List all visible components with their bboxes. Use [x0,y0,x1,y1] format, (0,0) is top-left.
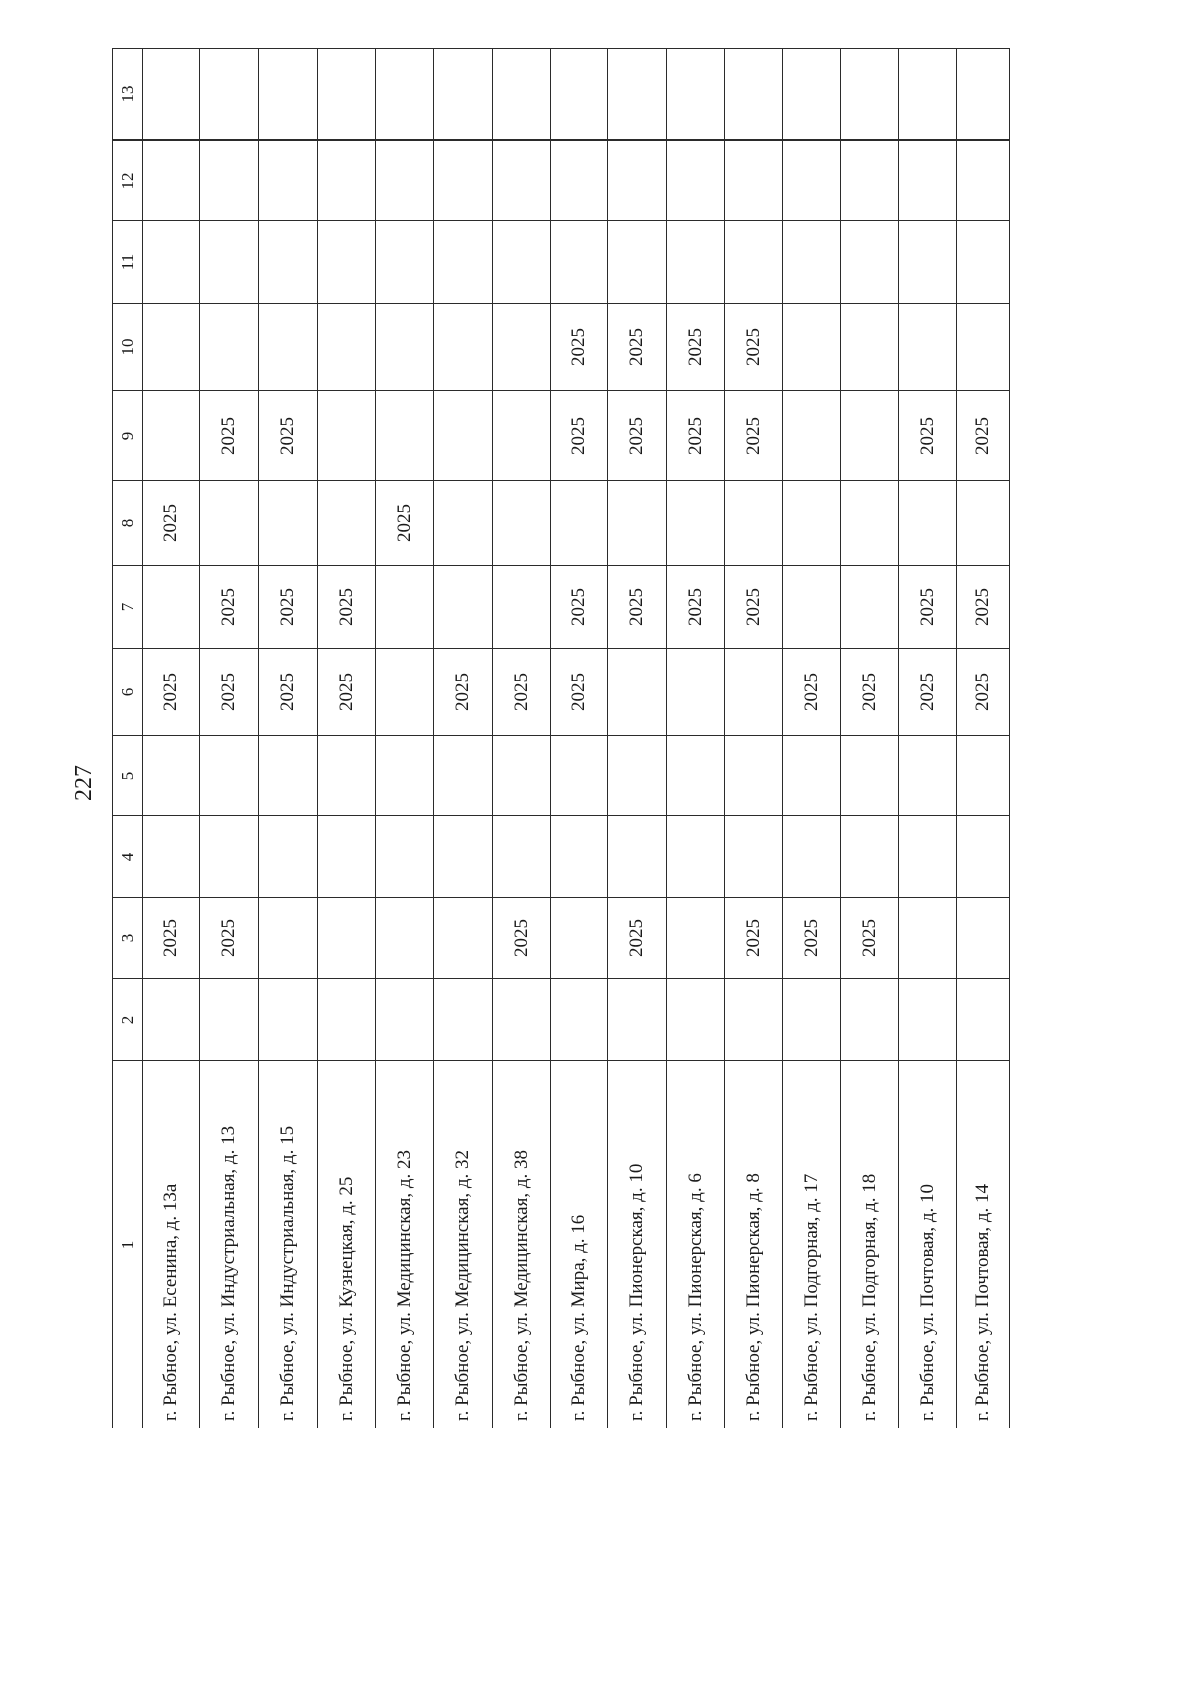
table-cell [666,648,724,735]
year-value: 2025 [277,416,298,455]
address-text: г. Рыбное, ул. Мира, д. 16 [568,1214,589,1421]
table-cell [317,303,375,390]
table-cell [317,48,375,140]
year-value: 2025 [277,673,298,711]
table-cell [782,48,840,140]
table-cell [956,220,1010,303]
table-cell [956,48,1010,140]
table-cell [956,565,1010,648]
table-cell [782,303,840,390]
table-cell [956,735,1010,815]
table-cell [840,815,898,897]
table-cell [199,48,258,140]
table-cell [199,390,258,480]
address-cell [142,1060,199,1428]
table-cell [258,648,317,735]
address-cell [550,1060,607,1428]
table-cell [492,978,550,1060]
table-cell [258,140,317,220]
column-header-label: 9 [117,431,137,440]
year-value: 2025 [916,416,938,455]
address-text: г. Рыбное, ул. Почтовая, д. 14 [972,1183,993,1421]
table-cell [433,48,492,140]
table-cell [666,565,724,648]
address-cell [782,1060,840,1428]
table-cell [898,220,956,303]
table-cell [199,140,258,220]
year-value: 2025 [742,919,764,957]
column-header [112,390,142,480]
column-header-label: 13 [117,85,137,103]
table-cell [724,897,782,978]
year-value: 2025 [684,588,706,626]
table-cell [142,390,199,480]
table-cell [666,48,724,140]
table-cell [724,390,782,480]
column-header [112,897,142,978]
table-cell [840,48,898,140]
table-cell [492,303,550,390]
table-cell [375,978,433,1060]
table-cell [258,48,317,140]
table-cell [956,897,1010,978]
table-cell [142,303,199,390]
address-text: г. Рыбное, ул. Медицинская, д. 38 [510,1149,532,1421]
table-cell [199,480,258,565]
table-cell [375,565,433,648]
table-cell [492,565,550,648]
address-cell [258,1060,317,1428]
table-cell [782,978,840,1060]
column-header-label: 4 [117,852,137,861]
address-cell [317,1060,375,1428]
address-cell [433,1060,492,1428]
column-header [112,815,142,897]
table-cell [840,390,898,480]
column-header-label: 1 [117,1240,137,1249]
table-cell [375,897,433,978]
table-cell [550,897,607,978]
column-header [112,140,142,220]
year-value: 2025 [742,416,764,455]
table-cell [258,390,317,480]
table-cell [199,978,258,1060]
column-header [112,480,142,565]
table-cell [375,220,433,303]
table-cell [199,303,258,390]
year-value: 2025 [335,673,357,711]
year-value: 2025 [452,673,473,711]
year-value: 2025 [510,919,532,957]
table-cell [375,303,433,390]
table-cell [492,390,550,480]
table-cell [142,220,199,303]
table-cell [492,480,550,565]
table-cell [782,648,840,735]
column-header [112,220,142,303]
address-cell [375,1060,433,1428]
table-cell [550,390,607,480]
table-cell [142,735,199,815]
table-cell [724,480,782,565]
year-value: 2025 [916,673,938,711]
table-cell [840,220,898,303]
year-value: 2025 [568,673,589,711]
table-cell [782,815,840,897]
address-cell [607,1060,666,1428]
year-value: 2025 [800,919,822,957]
table-cell [199,220,258,303]
table-cell [898,897,956,978]
table-cell [607,735,666,815]
table-cell [898,303,956,390]
address-text: г. Рыбное, ул. Индустриальная, д. 13 [218,1125,239,1421]
table-cell [782,565,840,648]
table-cell [375,390,433,480]
table-cell [492,815,550,897]
address-text: г. Рыбное, ул. Кузнецкая, д. 25 [335,1176,357,1421]
table-cell [724,648,782,735]
column-header-label: 5 [117,771,137,780]
table-cell [898,480,956,565]
column-header [112,303,142,390]
address-cell [898,1060,956,1428]
column-header [112,48,142,140]
column-header-label: 10 [117,338,137,356]
table-cell [142,48,199,140]
table-cell [550,220,607,303]
column-header-label: 6 [117,687,137,697]
table-cell [142,648,199,735]
table-cell [724,220,782,303]
year-value: 2025 [972,588,993,626]
table-cell [840,303,898,390]
year-value: 2025 [626,588,647,626]
table-cell [550,648,607,735]
column-header-label: 2 [117,1015,137,1024]
address-text: г. Рыбное, ул. Есенина, д. 13а [160,1183,181,1421]
table-cell [258,220,317,303]
table-cell [492,897,550,978]
table-cell [317,815,375,897]
table-cell [956,480,1010,565]
table-cell [433,390,492,480]
table-cell [607,815,666,897]
table-cell [607,140,666,220]
table-cell [956,303,1010,390]
address-text: г. Рыбное, ул. Почтовая, д. 10 [916,1183,938,1421]
column-header-label: 7 [117,602,137,612]
column-header-label: 11 [117,253,137,271]
table-cell [666,480,724,565]
table-cell [666,140,724,220]
year-value: 2025 [218,416,239,455]
table-cell [782,480,840,565]
year-value: 2025 [800,673,822,711]
column-header [112,735,142,815]
table-cell [317,220,375,303]
table-cell [898,140,956,220]
table-cell [433,220,492,303]
table-cell [898,815,956,897]
table-cell [433,648,492,735]
table-cell [782,390,840,480]
table-cell [840,140,898,220]
address-text: г. Рыбное, ул. Пионерская, д. 6 [684,1172,706,1421]
table-cell [258,897,317,978]
address-cell [199,1060,258,1428]
address-cell [956,1060,1010,1428]
column-header-label: 3 [117,933,137,943]
table-cell [258,565,317,648]
year-value: 2025 [972,673,993,711]
table-cell [782,897,840,978]
table-cell [375,140,433,220]
table-cell [492,48,550,140]
table-cell [840,480,898,565]
table-cell [898,978,956,1060]
table-cell [607,897,666,978]
table-cell [840,978,898,1060]
table-cell [317,648,375,735]
table-cell [258,480,317,565]
table-cell [840,897,898,978]
address-cell [724,1060,782,1428]
table-cell [142,897,199,978]
table-cell [724,48,782,140]
table-cell [317,735,375,815]
year-value: 2025 [277,588,298,626]
column-header [112,648,142,735]
table-cell [840,648,898,735]
table-cell [492,220,550,303]
year-value: 2025 [510,673,532,711]
year-value: 2025 [626,416,647,455]
table-cell [492,648,550,735]
table-cell [898,565,956,648]
table-cell [666,220,724,303]
table-cell [492,735,550,815]
year-value: 2025 [626,919,647,957]
table-cell [898,648,956,735]
table-cell [782,220,840,303]
address-text: г. Рыбное, ул. Индустриальная, д. 15 [277,1125,298,1421]
year-value: 2025 [684,328,706,366]
table-cell [142,140,199,220]
table-cell [550,735,607,815]
year-value: 2025 [972,416,993,455]
table-cell [724,815,782,897]
column-header-label: 8 [117,518,137,528]
table-cell [666,390,724,480]
address-cell [492,1060,550,1428]
table-cell [550,303,607,390]
year-value: 2025 [160,504,181,542]
table-cell [724,565,782,648]
table-cell [840,565,898,648]
table-cell [898,48,956,140]
address-text: г. Рыбное, ул. Подгорная, д. 18 [858,1173,880,1421]
year-value: 2025 [393,504,415,542]
table-cell [782,140,840,220]
address-cell [666,1060,724,1428]
table-cell [550,815,607,897]
table-cell [433,140,492,220]
table-cell [782,735,840,815]
table-cell [433,565,492,648]
table-cell [433,735,492,815]
year-value: 2025 [335,588,357,626]
table-cell [375,480,433,565]
table-cell [956,390,1010,480]
table-cell [956,648,1010,735]
table-cell [666,815,724,897]
year-value: 2025 [218,588,239,626]
table-cell [666,978,724,1060]
table-cell [317,390,375,480]
table-cell [317,978,375,1060]
table-cell [317,897,375,978]
table-cell [840,735,898,815]
year-value: 2025 [742,588,764,626]
table-cell [199,648,258,735]
address-text: г. Рыбное, ул. Подгорная, д. 17 [800,1173,822,1421]
table-cell [375,648,433,735]
table-cell [666,735,724,815]
table-cell [375,48,433,140]
table-cell [199,735,258,815]
table-cell [550,565,607,648]
column-header [112,978,142,1060]
table-cell [607,480,666,565]
year-value: 2025 [916,588,938,626]
column-header [112,1060,142,1428]
table-cell [898,390,956,480]
year-value: 2025 [858,919,880,957]
table-cell [724,303,782,390]
year-value: 2025 [218,673,239,711]
year-value: 2025 [218,919,239,957]
table-cell [433,303,492,390]
page-number: 227 [71,765,97,801]
table-cell [607,303,666,390]
year-value: 2025 [858,673,880,711]
year-value: 2025 [160,673,181,711]
table-cell [607,220,666,303]
table-cell [199,815,258,897]
address-text: г. Рыбное, ул. Медицинская, д. 23 [393,1149,415,1421]
table-cell [898,735,956,815]
table-cell [199,565,258,648]
column-header-label: 12 [117,172,137,189]
table-cell [724,140,782,220]
table-cell [258,735,317,815]
year-value: 2025 [568,328,589,366]
column-header [112,565,142,648]
address-text: г. Рыбное, ул. Пионерская, д. 10 [626,1163,647,1421]
table-cell [550,480,607,565]
table-cell [375,815,433,897]
table-cell [258,978,317,1060]
table-cell [550,140,607,220]
table-cell [724,978,782,1060]
table-cell [317,480,375,565]
table-cell [142,565,199,648]
year-value: 2025 [742,328,764,366]
table-cell [317,565,375,648]
table-cell [550,48,607,140]
table-cell [433,978,492,1060]
year-value: 2025 [684,416,706,455]
address-cell [840,1060,898,1428]
address-text: г. Рыбное, ул. Медицинская, д. 32 [452,1149,473,1421]
table-cell [666,303,724,390]
table-cell [375,735,433,815]
year-value: 2025 [160,919,181,957]
table-cell [433,897,492,978]
table-cell [956,140,1010,220]
table-cell [550,978,607,1060]
year-value: 2025 [568,588,589,626]
table-cell [142,978,199,1060]
table-cell [607,390,666,480]
table-cell [607,48,666,140]
table-cell [607,648,666,735]
year-value: 2025 [626,328,647,366]
table-cell [607,565,666,648]
table-cell [607,978,666,1060]
table-cell [492,140,550,220]
table-cell [724,735,782,815]
table-cell [956,978,1010,1060]
table-cell [317,140,375,220]
table-cell [142,815,199,897]
table-cell [433,480,492,565]
address-text: г. Рыбное, ул. Пионерская, д. 8 [742,1172,764,1421]
year-value: 2025 [568,416,589,455]
table-cell [199,897,258,978]
table-cell [142,480,199,565]
table-cell [258,303,317,390]
table-cell [956,815,1010,897]
table-cell [258,815,317,897]
table-cell [433,815,492,897]
table-cell [666,897,724,978]
